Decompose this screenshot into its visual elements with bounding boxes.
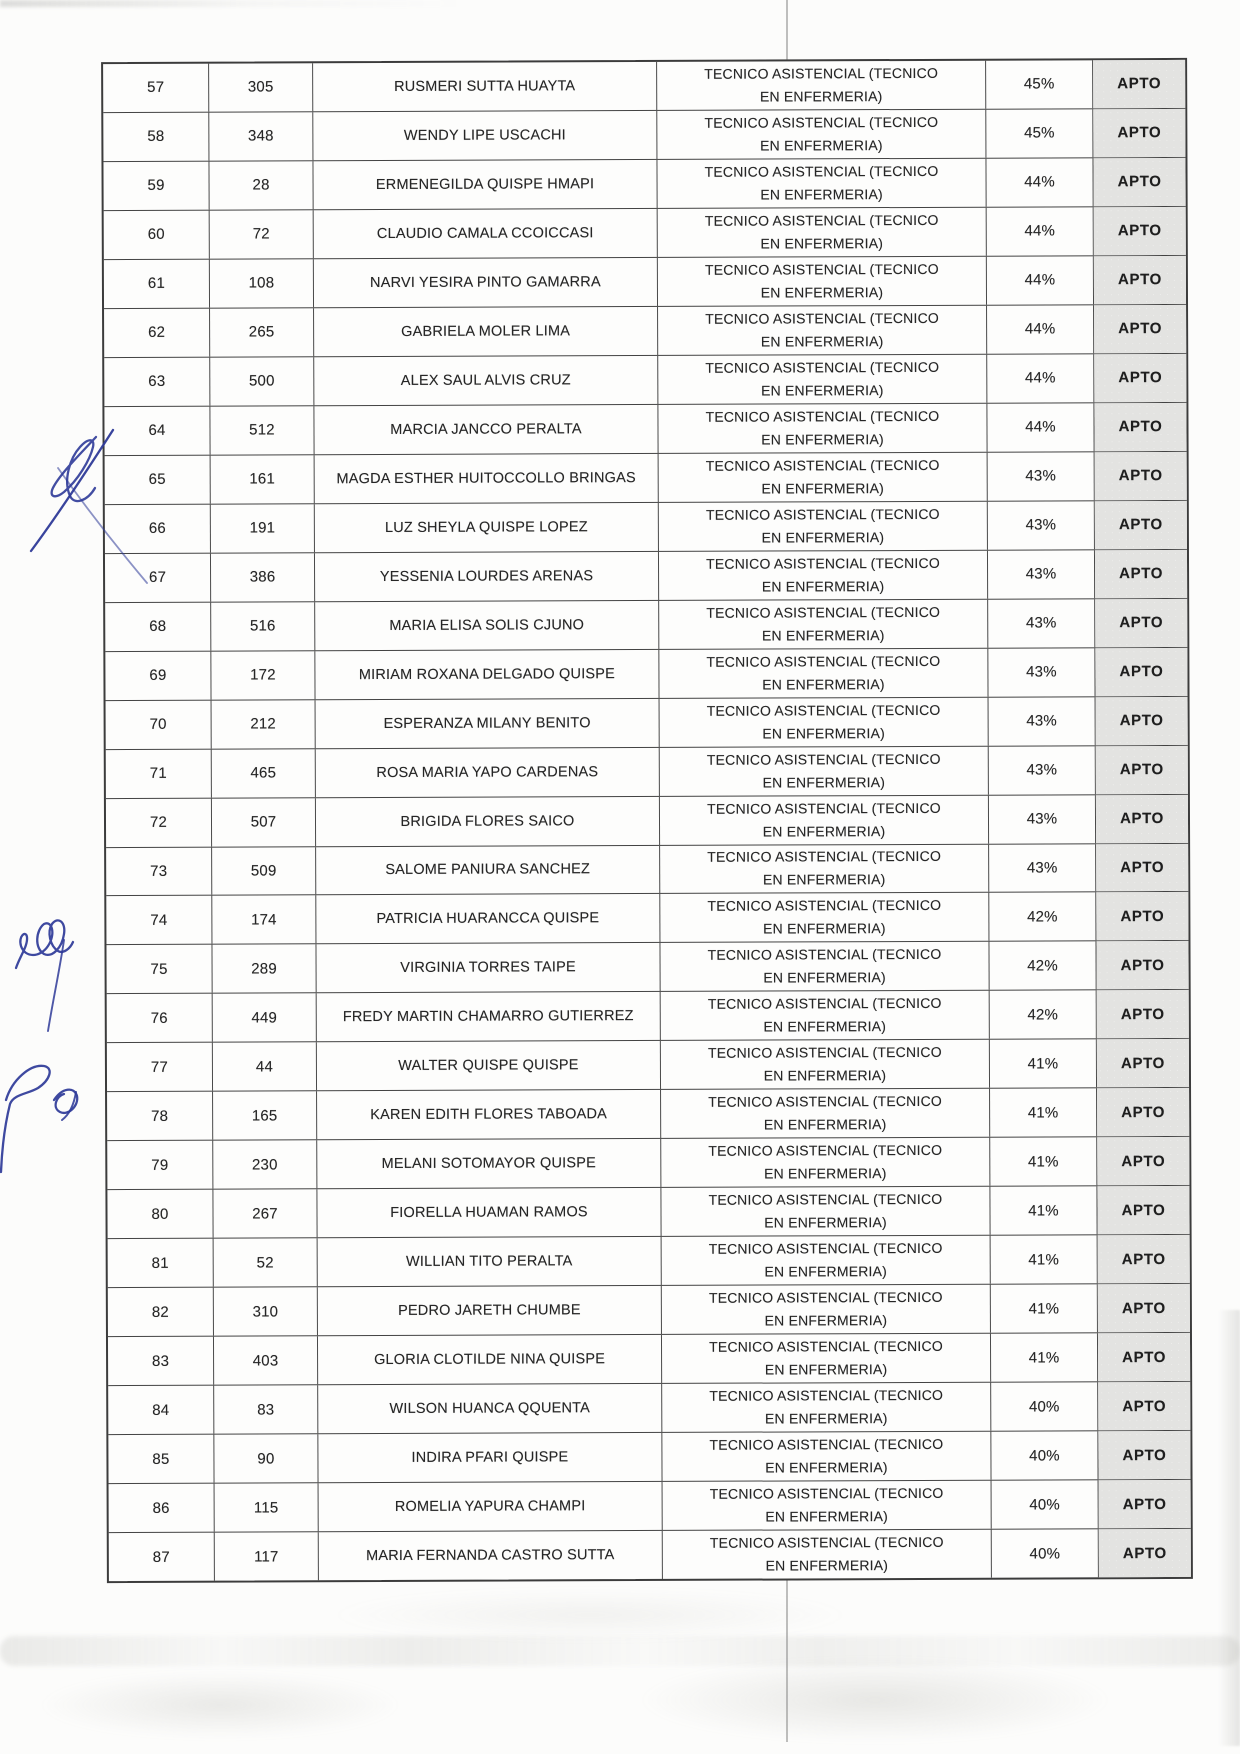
table-row <box>104 403 1186 456</box>
score-cell: 44% <box>986 158 1093 206</box>
result-cell: APTO <box>1093 158 1185 206</box>
score-cell: 44% <box>987 403 1094 451</box>
position-cell <box>660 746 989 795</box>
position-cell <box>659 501 988 550</box>
result-cell: APTO <box>1098 1382 1190 1430</box>
scan-smudge-bottom-left <box>40 1672 400 1738</box>
code-cell: 500 <box>210 357 314 405</box>
code-cell: 72 <box>210 210 314 258</box>
scan-smudge-faint <box>330 1590 850 1640</box>
scan-page-edge-shadow <box>1218 1310 1240 1746</box>
scan-smudge-bottom-middle <box>640 1658 1110 1742</box>
code-cell: 212 <box>212 700 316 748</box>
table-row <box>105 648 1187 701</box>
name-cell: GABRIELA MOLER LIMA <box>314 307 658 356</box>
code-cell: 305 <box>209 63 313 111</box>
code-cell: 516 <box>211 602 315 650</box>
name-cell: MARIA FERNANDA CASTRO SUTTA <box>319 1531 663 1580</box>
score-cell: 40% <box>992 1529 1099 1577</box>
result-cell: APTO <box>1099 1480 1191 1528</box>
rank-cell: 83 <box>108 1337 214 1385</box>
table-row <box>108 1235 1190 1288</box>
rank-cell: 61 <box>104 260 210 308</box>
code-cell: 310 <box>214 1287 318 1335</box>
position-cell <box>660 697 989 746</box>
table-row <box>106 697 1188 750</box>
table-row <box>106 745 1188 798</box>
result-cell: APTO <box>1096 794 1188 842</box>
score-cell: 45% <box>986 109 1093 157</box>
double-loop-signature <box>16 920 73 1031</box>
table-row <box>108 1431 1190 1484</box>
position-cell <box>658 355 987 404</box>
position-cell <box>662 1383 991 1432</box>
code-cell: 403 <box>214 1336 318 1384</box>
table-row <box>108 1284 1190 1337</box>
rank-cell: 80 <box>107 1190 213 1238</box>
score-cell: 42% <box>990 991 1097 1039</box>
score-cell: 40% <box>992 1480 1099 1528</box>
position-text: TECNICO ASISTENCIAL (TECNICO EN ENFERMERIA) <box>705 407 940 448</box>
score-cell: 43% <box>989 697 1096 745</box>
name-cell: INDIRA PFARI QUISPE <box>318 1433 662 1482</box>
code-cell: 512 <box>210 406 314 454</box>
name-cell: PEDRO JARETH CHUMBE <box>318 1286 662 1335</box>
position-text: TECNICO ASISTENCIAL (TECNICO EN ENFERMERIA) <box>706 652 941 693</box>
position-cell <box>662 1285 991 1334</box>
result-cell: APTO <box>1095 501 1187 549</box>
rank-cell: 85 <box>108 1435 214 1483</box>
code-cell: 172 <box>211 651 315 699</box>
name-cell: MARIA ELISA SOLIS CJUNO <box>315 601 659 650</box>
position-text: TECNICO ASISTENCIAL (TECNICO EN ENFERMERIA) <box>708 1191 943 1231</box>
result-cell: APTO <box>1097 1088 1189 1136</box>
position-cell <box>659 550 988 599</box>
position-text: TECNICO ASISTENCIAL (TECNICO EN ENFERMERIA) <box>707 848 942 889</box>
table-row <box>106 794 1188 847</box>
table-row <box>108 1333 1190 1386</box>
name-cell: BRIGIDA FLORES SAICO <box>316 796 660 845</box>
code-cell: 108 <box>210 259 314 307</box>
position-cell <box>661 1187 990 1236</box>
rank-cell: 72 <box>106 798 212 846</box>
name-cell: MELANI SOTOMAYOR QUISPE <box>317 1139 661 1188</box>
position-text: TECNICO ASISTENCIAL (TECNICO EN ENFERMERIA) <box>707 995 942 1035</box>
position-text: TECNICO ASISTENCIAL (TECNICO EN ENFERMERIA) <box>705 309 939 350</box>
result-cell: APTO <box>1096 697 1188 745</box>
code-cell: 267 <box>213 1190 317 1238</box>
result-cell: APTO <box>1098 1431 1190 1479</box>
name-cell: WENDY LIPE USCACHI <box>313 111 657 160</box>
table-row <box>104 256 1186 309</box>
table-row <box>107 1186 1189 1239</box>
name-cell: LUZ SHEYLA QUISPE LOPEZ <box>315 503 659 552</box>
score-cell: 43% <box>988 501 1095 549</box>
result-cell: APTO <box>1095 599 1187 647</box>
score-cell: 41% <box>991 1236 1098 1284</box>
code-cell: 44 <box>213 1043 317 1091</box>
code-cell: 465 <box>212 749 316 797</box>
table-row <box>107 1137 1189 1190</box>
name-cell: MARCIA JANCCO PERALTA <box>314 405 658 454</box>
rank-cell: 64 <box>104 406 210 454</box>
result-cell: APTO <box>1095 648 1187 696</box>
position-cell <box>657 159 986 208</box>
position-text: TECNICO ASISTENCIAL (TECNICO EN ENFERMERIA) <box>709 1387 944 1427</box>
name-cell: SALOME PANIURA SANCHEZ <box>316 845 660 894</box>
position-text: TECNICO ASISTENCIAL (TECNICO EN ENFERMERIA) <box>709 1533 944 1574</box>
code-cell: 449 <box>213 994 317 1042</box>
result-cell: APTO <box>1098 1333 1190 1381</box>
position-text: TECNICO ASISTENCIAL (TECNICO EN ENFERMERIA) <box>709 1338 943 1378</box>
result-cell: APTO <box>1096 941 1188 989</box>
position-text: TECNICO ASISTENCIAL (TECNICO EN ENFERMERIA) <box>706 554 940 595</box>
score-cell: 44% <box>987 305 1094 353</box>
name-cell: KAREN EDITH FLORES TABOADA <box>317 1090 661 1139</box>
code-cell: 52 <box>214 1239 318 1287</box>
position-cell <box>658 403 987 452</box>
table-row <box>103 60 1185 113</box>
position-cell <box>658 257 987 306</box>
table-row <box>105 550 1187 603</box>
table-row <box>104 354 1186 407</box>
score-cell: 45% <box>986 60 1093 108</box>
position-text: TECNICO ASISTENCIAL (TECNICO EN ENFERMERIA) <box>705 358 940 399</box>
name-cell: WILSON HUANCA QQUENTA <box>318 1384 662 1433</box>
result-cell: APTO <box>1097 1039 1189 1087</box>
table-row <box>107 1039 1189 1092</box>
position-cell <box>659 452 988 501</box>
code-cell: 191 <box>211 504 315 552</box>
name-cell: FIORELLA HUAMAN RAMOS <box>317 1188 661 1237</box>
name-cell: WALTER QUISPE QUISPE <box>317 1041 661 1090</box>
code-cell: 265 <box>210 308 314 356</box>
score-cell: 43% <box>989 844 1096 892</box>
result-cell: APTO <box>1096 843 1188 891</box>
position-cell <box>663 1530 992 1579</box>
position-cell <box>661 991 990 1040</box>
rank-cell: 57 <box>103 64 209 112</box>
result-cell: APTO <box>1094 354 1186 402</box>
score-cell: 43% <box>989 795 1096 843</box>
position-text: TECNICO ASISTENCIAL (TECNICO EN ENFERMERIA) <box>706 701 941 742</box>
table-row <box>106 843 1188 896</box>
score-cell: 43% <box>988 648 1095 696</box>
table-row <box>105 501 1187 554</box>
result-cell: APTO <box>1095 452 1187 500</box>
rank-cell: 75 <box>106 945 212 993</box>
code-cell: 161 <box>211 455 315 503</box>
rank-cell: 67 <box>105 553 211 601</box>
position-cell <box>658 306 987 355</box>
rank-cell: 58 <box>103 113 209 161</box>
rank-cell: 70 <box>106 700 212 748</box>
position-text: TECNICO ASISTENCIAL (TECNICO EN ENFERMERIA) <box>704 64 939 105</box>
position-text: TECNICO ASISTENCIAL (TECNICO EN ENFERMERIA) <box>709 1435 944 1476</box>
score-cell: 43% <box>988 550 1095 598</box>
code-cell: 115 <box>215 1483 319 1531</box>
name-cell: MIRIAM ROXANA DELGADO QUISPE <box>315 650 659 699</box>
score-cell: 43% <box>988 452 1095 500</box>
name-cell: GLORIA CLOTILDE NINA QUISPE <box>318 1335 662 1384</box>
position-text: TECNICO ASISTENCIAL (TECNICO EN ENFERMERIA) <box>706 750 941 791</box>
table-row <box>109 1529 1191 1581</box>
rank-cell: 84 <box>108 1386 214 1434</box>
name-cell: YESSENIA LOURDES ARENAS <box>315 552 659 601</box>
rank-cell: 74 <box>106 896 212 944</box>
table-row <box>107 1088 1189 1141</box>
position-cell <box>661 1089 990 1138</box>
position-text: TECNICO ASISTENCIAL (TECNICO EN ENFERMERIA) <box>708 1240 943 1280</box>
score-cell: 41% <box>990 1040 1097 1088</box>
position-text: TECNICO ASISTENCIAL (TECNICO EN ENFERMERIA) <box>704 162 939 203</box>
score-cell: 42% <box>989 942 1096 990</box>
table-row <box>105 452 1187 505</box>
position-cell <box>662 1334 991 1383</box>
name-cell: FREDY MARTIN CHAMARRO GUTIERREZ <box>317 992 661 1041</box>
result-cell: APTO <box>1096 892 1188 940</box>
position-cell <box>660 893 989 942</box>
table-row <box>104 305 1186 358</box>
rank-cell: 66 <box>105 504 211 552</box>
table-row <box>103 109 1185 162</box>
result-cell: APTO <box>1094 305 1186 353</box>
result-cell: APTO <box>1093 109 1185 157</box>
position-text: TECNICO ASISTENCIAL (TECNICO EN ENFERMERIA) <box>704 211 939 252</box>
score-cell: 40% <box>991 1382 1098 1430</box>
result-cell: APTO <box>1098 1284 1190 1332</box>
score-cell: 40% <box>991 1431 1098 1479</box>
results-table <box>101 58 1193 1583</box>
result-cell: APTO <box>1099 1529 1191 1577</box>
code-cell: 509 <box>212 847 316 895</box>
score-cell: 41% <box>991 1333 1098 1381</box>
code-cell: 507 <box>212 798 316 846</box>
rank-cell: 65 <box>105 455 211 503</box>
score-cell: 41% <box>990 1089 1097 1137</box>
name-cell: CLAUDIO CAMALA CCOICCASI <box>314 209 658 258</box>
position-cell <box>662 1236 991 1285</box>
position-cell <box>657 61 986 110</box>
result-cell: APTO <box>1098 1235 1190 1283</box>
table-row <box>106 941 1188 994</box>
name-cell: ERMENEGILDA QUISPE HMAPI <box>313 160 657 209</box>
name-cell: ROMELIA YAPURA CHAMPI <box>319 1482 663 1531</box>
score-cell: 41% <box>990 1138 1097 1186</box>
score-cell: 43% <box>989 746 1096 794</box>
position-cell <box>658 208 987 257</box>
name-cell: VIRGINIA TORRES TAIPE <box>316 943 660 992</box>
position-text: TECNICO ASISTENCIAL (TECNICO EN ENFERMERIA) <box>705 505 940 546</box>
table-row <box>103 158 1185 211</box>
rank-cell: 86 <box>109 1484 215 1532</box>
result-cell: APTO <box>1097 1137 1189 1185</box>
position-cell <box>661 1040 990 1089</box>
code-cell: 165 <box>213 1092 317 1140</box>
rank-cell: 62 <box>104 309 210 357</box>
result-cell: APTO <box>1094 256 1186 304</box>
scan-smudge-band <box>0 1636 1240 1666</box>
name-cell: ESPERANZA MILANY BENITO <box>316 699 660 748</box>
rank-cell: 78 <box>107 1092 213 1140</box>
name-cell: RUSMERI SUTTA HUAYTA <box>313 62 657 111</box>
score-cell: 42% <box>989 893 1096 941</box>
position-cell <box>660 844 989 893</box>
score-cell: 43% <box>988 599 1095 647</box>
position-cell <box>661 1138 990 1187</box>
code-cell: 117 <box>215 1532 319 1580</box>
position-cell <box>660 942 989 991</box>
score-cell: 44% <box>987 354 1094 402</box>
score-cell: 41% <box>990 1187 1097 1235</box>
position-text: TECNICO ASISTENCIAL (TECNICO EN ENFERMERIA) <box>704 260 939 301</box>
rank-cell: 60 <box>104 211 210 259</box>
rank-cell: 73 <box>106 847 212 895</box>
result-cell: APTO <box>1097 990 1189 1038</box>
position-cell <box>663 1481 992 1530</box>
result-cell: APTO <box>1094 403 1186 451</box>
table-row <box>108 1382 1190 1435</box>
position-text: TECNICO ASISTENCIAL (TECNICO EN ENFERMERIA) <box>704 113 939 154</box>
rank-cell: 71 <box>106 749 212 797</box>
name-cell: ALEX SAUL ALVIS CRUZ <box>314 356 658 405</box>
position-text: TECNICO ASISTENCIAL (TECNICO EN ENFERMERIA) <box>708 1142 943 1182</box>
code-cell: 348 <box>209 112 313 160</box>
position-text: TECNICO ASISTENCIAL (TECNICO EN ENFERMERIA) <box>707 897 942 938</box>
rank-cell: 76 <box>107 994 213 1042</box>
code-cell: 230 <box>213 1141 317 1189</box>
rank-cell: 77 <box>107 1043 213 1091</box>
rank-cell: 87 <box>109 1533 215 1581</box>
cq-signature <box>1 1066 77 1172</box>
name-cell: NARVI YESIRA PINTO GAMARRA <box>314 258 658 307</box>
position-text: TECNICO ASISTENCIAL (TECNICO EN ENFERMERIA) <box>709 1484 944 1525</box>
score-cell: 41% <box>991 1284 1098 1332</box>
rank-cell: 82 <box>108 1288 214 1336</box>
name-cell: WILLIAN TITO PERALTA <box>318 1237 662 1286</box>
name-cell: MAGDA ESTHER HUITOCCOLLO BRINGAS <box>315 454 659 503</box>
table-row <box>105 599 1187 652</box>
rank-cell: 79 <box>107 1141 213 1189</box>
table-row <box>109 1480 1191 1533</box>
position-text: TECNICO ASISTENCIAL (TECNICO EN ENFERMERIA) <box>707 1044 942 1084</box>
code-cell: 90 <box>214 1434 318 1482</box>
position-cell <box>662 1432 991 1481</box>
table-row <box>104 207 1186 260</box>
result-cell: APTO <box>1097 1186 1189 1234</box>
scan-smudge-top-edge <box>0 0 620 7</box>
position-text: TECNICO ASISTENCIAL (TECNICO EN ENFERMERIA) <box>708 1093 943 1133</box>
rank-cell: 69 <box>105 651 211 699</box>
name-cell: ROSA MARIA YAPO CARDENAS <box>316 748 660 797</box>
rank-cell: 81 <box>108 1239 214 1287</box>
result-cell: APTO <box>1096 745 1188 793</box>
rank-cell: 59 <box>103 162 209 210</box>
position-text: TECNICO ASISTENCIAL (TECNICO EN ENFERMERIA) <box>705 456 940 497</box>
position-cell <box>659 599 988 648</box>
name-cell: PATRICIA HUARANCCA QUISPE <box>316 894 660 943</box>
position-cell <box>657 110 986 159</box>
code-cell: 289 <box>212 945 316 993</box>
rank-cell: 68 <box>105 602 211 650</box>
code-cell: 28 <box>209 161 313 209</box>
score-cell: 44% <box>987 256 1094 304</box>
position-text: TECNICO ASISTENCIAL (TECNICO EN ENFERMERIA) <box>706 603 941 644</box>
table-row <box>107 990 1189 1043</box>
result-cell: APTO <box>1094 207 1186 255</box>
code-cell: 386 <box>211 553 315 601</box>
position-text: TECNICO ASISTENCIAL (TECNICO EN ENFERMERIA) <box>708 1289 943 1329</box>
position-text: TECNICO ASISTENCIAL (TECNICO EN ENFERMERIA) <box>707 799 941 840</box>
table-row <box>106 892 1188 945</box>
rank-cell: 63 <box>104 357 210 405</box>
code-cell: 83 <box>214 1385 318 1433</box>
code-cell: 174 <box>212 896 316 944</box>
result-cell: APTO <box>1095 550 1187 598</box>
position-text: TECNICO ASISTENCIAL (TECNICO EN ENFERMERIA) <box>707 946 942 986</box>
result-cell: APTO <box>1093 60 1185 108</box>
position-cell <box>660 795 989 844</box>
position-cell <box>659 648 988 697</box>
score-cell: 44% <box>987 207 1094 255</box>
